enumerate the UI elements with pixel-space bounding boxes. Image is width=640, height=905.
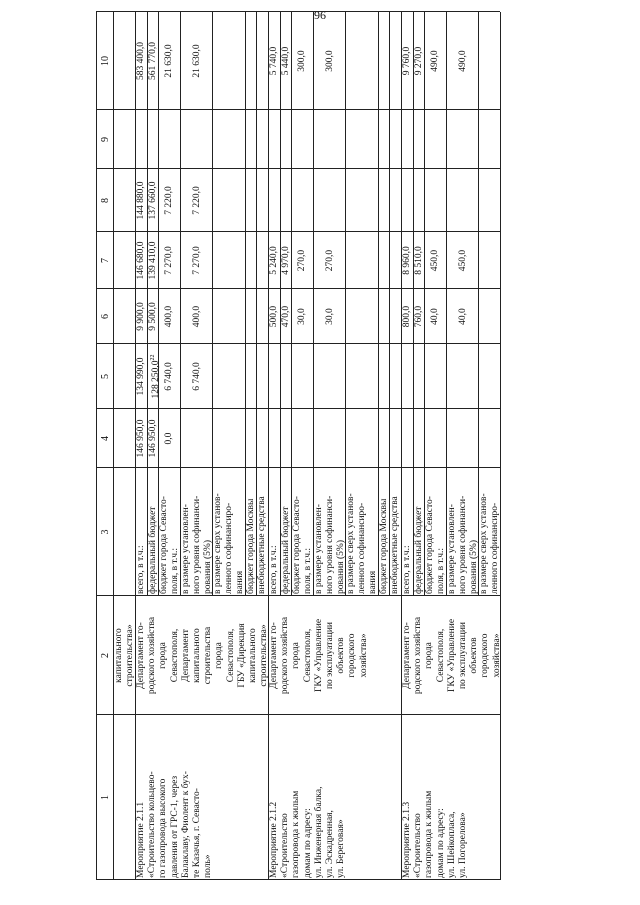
- amount-c8: 137 660,0: [148, 181, 158, 220]
- funding-source-line: всего, в т.ч.:: [402, 545, 412, 594]
- executor-name-line: объектов: [336, 637, 347, 674]
- executor-name-line: ГКУ «Управление: [313, 618, 324, 693]
- measure-name: [402, 717, 469, 878]
- amount-c8: 144 880,0: [136, 181, 146, 220]
- amount-c6: 9 500,0: [148, 302, 158, 331]
- amount-c6: 500,0: [269, 305, 279, 328]
- amount-c4: 146 950,0: [136, 419, 146, 458]
- amount-c7: 450,0: [430, 249, 440, 272]
- amount-c4: 0,0: [164, 432, 174, 445]
- executor-name-line: ГКУ «Управление: [446, 618, 457, 693]
- amount-c7: 7 270,0: [164, 246, 174, 275]
- amount-c10: 300,0: [297, 50, 307, 72]
- funding-source: [257, 470, 268, 594]
- measure-name-line: газопровода к жилым: [424, 790, 435, 878]
- amount-c10: 9 760,0: [402, 46, 412, 76]
- funding-source-line: вания: [368, 570, 379, 594]
- amount-c6: 400,0: [192, 305, 202, 328]
- executor-name: [402, 598, 503, 713]
- executor-name-line: Севастополя,: [225, 628, 236, 683]
- funding-source-line: бюджет города Севасто-: [425, 496, 435, 594]
- amount-c6: 30,0: [325, 308, 335, 325]
- executor-name-line: Севастополя,: [169, 628, 180, 683]
- measure-name-line: ул. Эскадренная,: [325, 810, 336, 878]
- amount-c6: 760,0: [414, 305, 424, 328]
- measure-name-line: «Строительство: [413, 813, 424, 878]
- measure-name-line: домам по адресу:: [302, 808, 313, 878]
- executor-name-line: капитального: [192, 628, 203, 683]
- header-bottom-rule: [113, 12, 114, 880]
- funding-source-line: поля, в т.ч.:: [303, 547, 314, 594]
- measure-name-line: Мероприятие 2.1.1: [136, 801, 146, 878]
- amount-c7: 4 970,0: [281, 246, 291, 275]
- executor-name-line: по эксплуатации: [458, 621, 469, 690]
- executor-name-line: ГБУ «Дирекция: [236, 623, 247, 688]
- executor-name-line: по эксплуатации: [325, 621, 336, 690]
- executor-name-line: хозяйства»: [491, 633, 502, 678]
- amount-c10: 300,0: [325, 50, 335, 72]
- measure-name-line: «Строительство: [280, 813, 291, 878]
- executor-name-line: городского: [347, 633, 358, 678]
- column-rule-1: [96, 714, 500, 715]
- amount-c6: 40,0: [430, 308, 440, 325]
- measure-name-line: давления от ГРС-1, через: [169, 775, 180, 878]
- funding-source-line: ленного софинансиро-: [224, 502, 235, 594]
- amount-c10: 561 770,0: [148, 42, 158, 80]
- measure-name-line: ул. Инженерная балка,: [313, 786, 324, 878]
- executor-name: [269, 598, 370, 713]
- footnote-ref: 22: [150, 354, 156, 361]
- table-top-border: [96, 12, 97, 880]
- funding-source-line: вания: [235, 570, 246, 594]
- amount-c5: 128 250,0$^{22}$: [150, 354, 162, 399]
- executor-name-line: Департамент го-: [269, 622, 279, 689]
- executor-name-line: родского хозяйства: [147, 616, 158, 695]
- executor-name-line: строительства: [203, 626, 214, 685]
- funding-source-line: рования (5%): [469, 540, 480, 594]
- amount-c5: 134 990,0: [136, 357, 146, 396]
- funding-source-line: всего, в т.ч.:: [136, 545, 146, 594]
- column-header-2: 2: [100, 653, 111, 658]
- column-rule-0: [96, 879, 500, 880]
- column-rule-4: [96, 408, 500, 409]
- measure-name-line: газопровода к жилым: [291, 790, 302, 878]
- measure-name-line: поль»: [203, 854, 214, 878]
- continued-executor-text: [114, 596, 136, 715]
- measure-name-line: те Казачья, г. Севасто-: [192, 788, 203, 878]
- executor-name-line: родского хозяйства: [280, 616, 291, 695]
- column-rule-2: [96, 595, 500, 596]
- executor-name-line: родского хозяйства: [413, 616, 424, 695]
- funding-source-line: бюджет города Севасто-: [159, 496, 169, 594]
- amount-c6: 400,0: [164, 305, 174, 328]
- funding-source: [136, 470, 147, 594]
- measure-name-line: Мероприятие 2.1.2: [269, 801, 279, 878]
- funding-source: [346, 470, 380, 594]
- measure-name-line: го газопровода высокого: [158, 778, 169, 878]
- amount-c7: 270,0: [325, 249, 335, 272]
- funding-source-line: рования (5%): [336, 540, 347, 594]
- amount-c7: 146 680,0: [136, 241, 146, 280]
- amount-c4: 146 950,0: [148, 419, 158, 458]
- column-rule-3: [96, 467, 500, 468]
- amount-c10: 9 270,0: [414, 46, 424, 76]
- amount-c7: 5 240,0: [269, 246, 279, 275]
- funding-source-line: в размере установлен-: [314, 504, 324, 594]
- amount-c7: 8 960,0: [402, 246, 412, 275]
- executor-name-line: Севастополя,: [302, 628, 313, 683]
- funding-source-line: ленного софинансиро-: [490, 502, 501, 594]
- column-header-7: 7: [100, 258, 111, 263]
- funding-source-line: ленного софинансиро-: [357, 502, 368, 594]
- continued-executor-text-line: капитального: [114, 628, 124, 683]
- page-number: 96: [314, 8, 326, 22]
- funding-source-line: в размере установлен-: [447, 504, 457, 594]
- executor-name-line: города: [424, 642, 435, 669]
- executor-name: [136, 598, 270, 713]
- amount-c5: 6 740,0: [192, 362, 202, 391]
- funding-source-line: бюджет города Севасто-: [292, 496, 302, 594]
- funding-source-line: федеральный бюджет: [281, 506, 291, 594]
- measure-name-line: Балаклаву, Фиолент к бух-: [180, 771, 191, 878]
- amount-c10: 583 400,0: [136, 42, 146, 80]
- funding-source-line: рования (5%): [203, 540, 214, 594]
- amount-c10: 21 630,0: [192, 44, 202, 78]
- executor-name-line: строительства»: [259, 624, 270, 687]
- column-rule-6: [96, 288, 500, 289]
- executor-name-line: Севастополя,: [435, 628, 446, 683]
- funding-source: [390, 470, 401, 594]
- funding-source: [447, 470, 481, 594]
- amount-c10: 490,0: [430, 50, 440, 72]
- funding-source-line: федеральный бюджет: [414, 506, 424, 594]
- measure-name-line: Мероприятие 2.1.3: [402, 801, 412, 878]
- amount-c10: 21 630,0: [164, 44, 174, 78]
- measure-name-line: ул. Погорелова»: [458, 812, 469, 878]
- amount-c6: 9 900,0: [136, 302, 146, 331]
- amount-c10: 5 440,0: [281, 46, 291, 76]
- funding-source: [181, 470, 215, 594]
- budget-table: [96, 12, 588, 880]
- funding-source-line: ного уровня софинанси-: [192, 495, 203, 594]
- funding-source-line: в размере установлен-: [181, 504, 191, 594]
- executor-name-line: города: [214, 642, 225, 669]
- amount-c6: 40,0: [458, 308, 468, 325]
- executor-name-line: города: [291, 642, 302, 669]
- amount-c7: 270,0: [297, 249, 307, 272]
- column-rule-7: [96, 231, 500, 232]
- amount-c7: 139 410,0: [148, 241, 158, 280]
- column-header-10: 10: [100, 56, 111, 66]
- column-header-3: 3: [100, 529, 111, 535]
- executor-name-line: города: [158, 642, 169, 669]
- funding-source: [213, 470, 247, 594]
- amount-c6: 800,0: [402, 305, 412, 328]
- funding-source-line: внебюджетные средства: [390, 496, 400, 594]
- amount-c10: 5 740,0: [269, 46, 279, 76]
- executor-name-line: городского: [480, 633, 491, 678]
- amount-c8: 7 220,0: [164, 186, 174, 215]
- measure-name-line: домам по адресу:: [435, 808, 446, 878]
- amount-c6: 30,0: [297, 308, 307, 325]
- funding-source: [479, 470, 501, 594]
- funding-source-line: ного уровня софинанси-: [458, 495, 469, 594]
- funding-source-line: федеральный бюджет: [148, 506, 158, 594]
- column-rule-8: [96, 168, 500, 169]
- measure-name: [136, 717, 214, 878]
- amount-c6: 470,0: [281, 305, 291, 328]
- funding-source-line: внебюджетные средства: [257, 496, 267, 594]
- amount-c5: 6 740,0: [164, 362, 174, 391]
- funding-source-line: всего, в т.ч.:: [269, 545, 279, 594]
- executor-name-line: капитального: [248, 628, 259, 683]
- funding-source-line: в размере сверх установ-: [479, 493, 489, 594]
- column-header-5: 5: [100, 374, 111, 379]
- measure-name-line: «Строительство кольцево-: [147, 771, 158, 878]
- funding-source-line: поля, в т.ч.:: [170, 547, 181, 594]
- funding-source-line: бюджет города Москвы: [246, 498, 256, 594]
- funding-source: [159, 470, 181, 594]
- funding-source-line: в размере сверх установ-: [213, 493, 223, 594]
- funding-source: [314, 470, 348, 594]
- funding-source-line: поля, в т.ч.:: [436, 547, 447, 594]
- column-header-8: 8: [100, 198, 111, 203]
- measure-name-line: ул. Шейкопласа,: [446, 811, 457, 878]
- amount-c8: 7 220,0: [192, 186, 202, 215]
- column-header-4: 4: [100, 436, 111, 441]
- measure-name-line: ул. Береговая»: [336, 819, 347, 878]
- funding-source-line: ного уровня софинанси-: [325, 495, 336, 594]
- column-rule-10: [96, 11, 500, 12]
- column-rule-5: [96, 343, 500, 344]
- funding-source-line: бюджет города Москвы: [379, 498, 389, 594]
- amount-c7: 450,0: [458, 249, 468, 272]
- funding-source-line: в размере сверх установ-: [346, 493, 356, 594]
- column-header-9: 9: [100, 137, 111, 142]
- column-header-1: 1: [100, 795, 111, 800]
- funding-source: [402, 470, 413, 594]
- funding-source: [425, 470, 447, 594]
- executor-name-line: Департамент: [180, 629, 191, 682]
- executor-name-line: Департамент го-: [136, 622, 146, 689]
- measure-rule: [500, 12, 501, 880]
- amount-c7: 7 270,0: [192, 246, 202, 275]
- column-rule-9: [96, 109, 500, 110]
- executor-name-line: объектов: [469, 637, 480, 674]
- amount-c7: 8 510,0: [414, 246, 424, 275]
- funding-source: [269, 470, 280, 594]
- column-header-6: 6: [100, 314, 111, 319]
- funding-source: [292, 470, 314, 594]
- amount-c10: 490,0: [458, 50, 468, 72]
- measure-name: [269, 717, 347, 878]
- continued-executor-text-line: строительства»: [125, 624, 136, 687]
- executor-name-line: Департамент го-: [402, 622, 412, 689]
- executor-name-line: хозяйства»: [358, 633, 369, 678]
